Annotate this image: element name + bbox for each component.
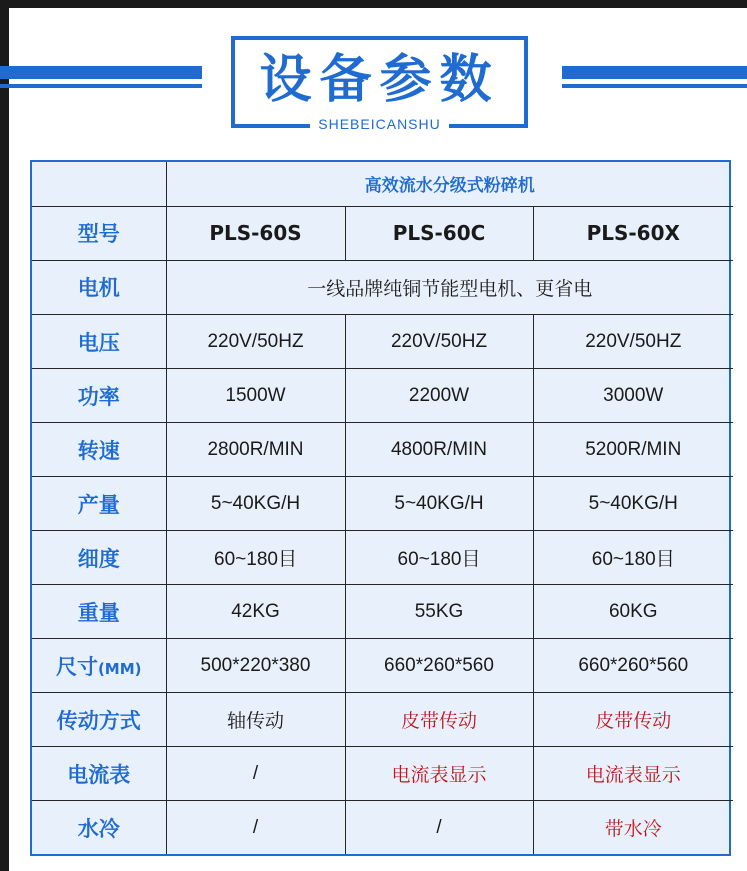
- left-edge: [0, 0, 9, 871]
- product-title: 高效流水分级式粉碎机: [166, 162, 733, 206]
- table-header-row: [32, 162, 733, 206]
- table-cell: 2800R/MIN: [166, 423, 345, 477]
- row-label: 细度: [32, 531, 166, 585]
- header-line-right-thick: [562, 66, 747, 79]
- table-cell: 220V/50HZ: [166, 315, 345, 369]
- table-cell: 轴传动: [166, 693, 345, 747]
- table-cell: 55KG: [345, 585, 533, 639]
- table-cell: 1500W: [166, 369, 345, 423]
- corner-cell: [32, 162, 166, 206]
- row-label: 电流表: [32, 747, 166, 801]
- model-cell: PLS-60C: [345, 206, 533, 260]
- table-cell: 5200R/MIN: [533, 423, 733, 477]
- table-row: [32, 423, 733, 477]
- motor-cell: 一线品牌纯铜节能型电机、更省电: [166, 260, 733, 314]
- page-subtitle: [231, 114, 528, 133]
- table-row: [32, 747, 733, 801]
- top-edge: [0, 0, 747, 8]
- row-label: 功率: [32, 369, 166, 423]
- table-cell: 220V/50HZ: [345, 315, 533, 369]
- table-cell: 660*260*560: [533, 639, 733, 693]
- table-cell: 5~40KG/H: [166, 477, 345, 531]
- table-cell: 2200W: [345, 369, 533, 423]
- table-row: [32, 260, 733, 314]
- row-label: 水冷: [32, 801, 166, 854]
- table-cell-highlight: 带水冷: [533, 801, 733, 854]
- table-cell: 4800R/MIN: [345, 423, 533, 477]
- row-label: 型号: [32, 206, 166, 260]
- table-row: [32, 206, 733, 260]
- table-cell: 60~180目: [533, 531, 733, 585]
- table-cell: 5~40KG/H: [533, 477, 733, 531]
- row-label: [32, 639, 166, 693]
- row-label: 电机: [32, 260, 166, 314]
- table-cell: /: [166, 801, 345, 854]
- table-cell: 5~40KG/H: [345, 477, 533, 531]
- page-title: 设备参数: [259, 50, 500, 110]
- table-cell: 500*220*380: [166, 639, 345, 693]
- table-cell-highlight: 皮带传动: [533, 693, 733, 747]
- row-label: 传动方式: [32, 693, 166, 747]
- table-cell: /: [166, 747, 345, 801]
- header-line-left-thin: [0, 84, 202, 88]
- table-cell: 60~180目: [345, 531, 533, 585]
- model-cell: PLS-60X: [533, 206, 733, 260]
- header-line-left-thick: [0, 66, 202, 79]
- model-cell: PLS-60S: [166, 206, 345, 260]
- table-cell-highlight: 电流表显示: [345, 747, 533, 801]
- table-row: [32, 801, 733, 854]
- table-row: [32, 585, 733, 639]
- table-cell: 3000W: [533, 369, 733, 423]
- spec-table: [30, 160, 731, 856]
- table-cell-highlight: 电流表显示: [533, 747, 733, 801]
- table-cell: 220V/50HZ: [533, 315, 733, 369]
- header-line-right-thin: [562, 84, 747, 88]
- table-row: [32, 369, 733, 423]
- table-row: [32, 639, 733, 693]
- row-label: 产量: [32, 477, 166, 531]
- table-row: [32, 477, 733, 531]
- table-cell: 42KG: [166, 585, 345, 639]
- table-cell-highlight: 皮带传动: [345, 693, 533, 747]
- table-row: [32, 531, 733, 585]
- row-label: 转速: [32, 423, 166, 477]
- table-cell: /: [345, 801, 533, 854]
- table-cell: 660*260*560: [345, 639, 533, 693]
- table-row: [32, 315, 733, 369]
- row-label-unit: (MM): [97, 659, 142, 678]
- row-label-text: 尺寸: [55, 654, 98, 679]
- page-subtitle-text: SHEBEICANSHU: [310, 116, 448, 132]
- row-label: 电压: [32, 315, 166, 369]
- table-cell: 60~180目: [166, 531, 345, 585]
- table-row: [32, 693, 733, 747]
- table-cell: 60KG: [533, 585, 733, 639]
- row-label: 重量: [32, 585, 166, 639]
